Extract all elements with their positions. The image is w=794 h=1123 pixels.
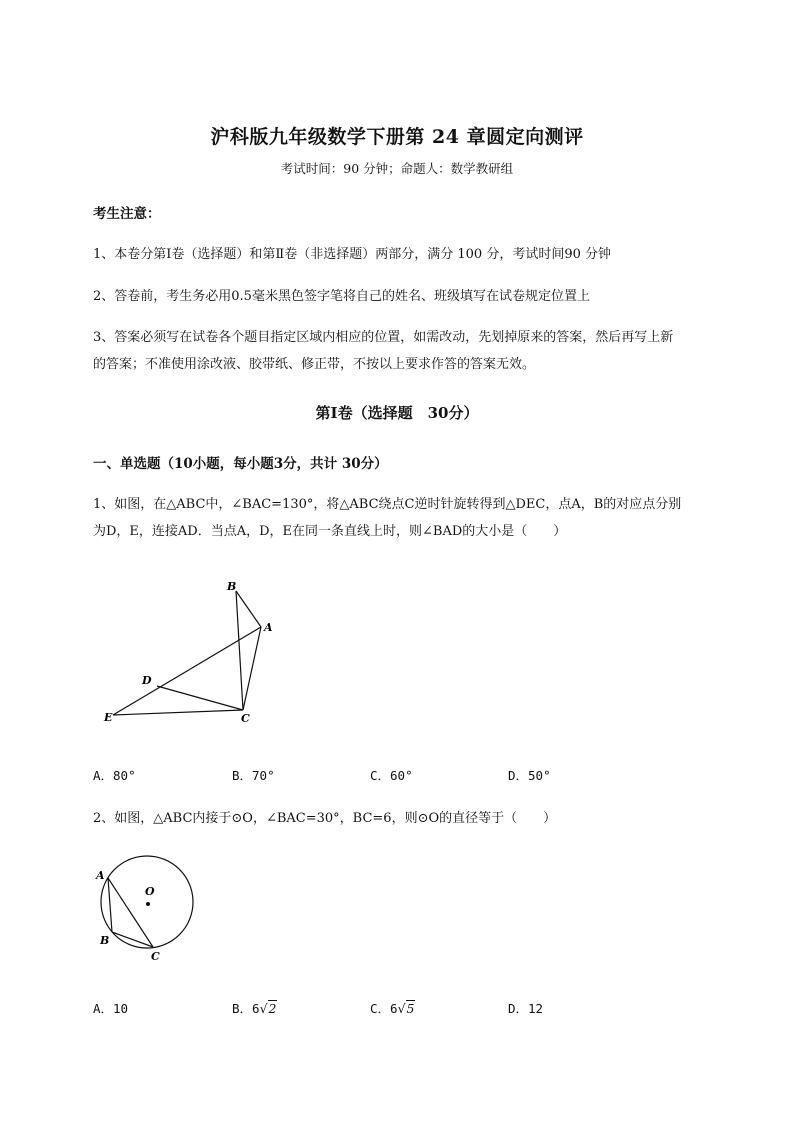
q1-label-e: E — [104, 711, 113, 724]
exam-info: 考试时间：90 分钟；命题人：数学教研组 — [280, 161, 514, 176]
q1-segment-ec — [113, 710, 243, 715]
q1-figure — [95, 570, 295, 730]
q2-option-b-text: B．6 — [232, 1001, 260, 1016]
sqrt-sign-icon: √ — [259, 1001, 268, 1016]
q2-text: 2、如图，△ABC内接于⊙O，∠BAC=30°，BC=6，则⊙O的直径等于（ ） — [93, 811, 557, 826]
note-3: 3、答案必须写在试卷各个题目指定区域内相应的位置，如需改动，先划掉原来的答案，然后再写上新 — [93, 330, 674, 345]
sqrt-sign-icon: √ — [397, 1001, 406, 1016]
q2-segment-ab — [108, 878, 112, 932]
q1-label-b: B — [227, 580, 237, 593]
note-2: 2、答卷前，考生务必用0.5毫米黑色签字笔将自己的姓名、班级填写在试卷规定位置上 — [93, 289, 590, 304]
q1-label-d: D — [142, 674, 152, 687]
q1-segment-ac — [243, 627, 261, 710]
q1-segment-ba — [236, 591, 261, 627]
q1-option-b[interactable]: B．70° — [232, 768, 275, 783]
note-3-continued: 的答案；不准使用涂改液、胶带纸、修正带，不按以上要求作答的答案无效。 — [93, 357, 536, 372]
q2-label-o: O — [145, 885, 155, 898]
q2-label-b: B — [100, 934, 110, 947]
q2-option-b-radicand: 2 — [268, 1001, 277, 1016]
q2-circle — [101, 856, 193, 948]
q1-text-line1: 1、如图，在△ABC中，∠BAC=130°，将△ABC绕点C逆时针旋转得到△DEC，点A，B的对应点分别 — [93, 497, 682, 512]
q2-option-a[interactable]: A．10 — [93, 1001, 129, 1016]
q2-option-c-text: C．6 — [370, 1001, 398, 1016]
q1-option-c[interactable]: C．60° — [370, 768, 413, 783]
q2-option-c-radicand: 5 — [406, 1001, 415, 1016]
q1-option-d[interactable]: D．50° — [508, 768, 551, 783]
q2-center-point — [146, 902, 150, 906]
part-heading: 一、单选题（10小题，每小题3分，共计 30分） — [93, 456, 388, 472]
q2-option-c[interactable] — [370, 999, 415, 1017]
q2-figure — [90, 852, 210, 967]
notes-heading: 考生注意： — [93, 206, 161, 222]
q1-label-c: C — [241, 712, 250, 725]
q1-segment-dc — [157, 686, 243, 710]
q1-label-a: A — [264, 621, 273, 634]
q1-option-a[interactable]: A．80° — [93, 768, 136, 783]
q2-segment-bc — [112, 932, 153, 947]
q2-option-d[interactable]: D．12 — [508, 1001, 544, 1016]
q1-text-line2: 为D，E，连接AD．当点A，D，E在同一条直线上时，则∠BAD的大小是（ ） — [93, 524, 567, 539]
q2-label-c: C — [151, 950, 160, 963]
q2-option-b[interactable] — [232, 999, 277, 1017]
q2-label-a: A — [96, 869, 105, 882]
page-title: 沪科版九年级数学下册第 24 章圆定向测评 — [210, 126, 584, 148]
note-1: 1、本卷分第Ⅰ卷（选择题）和第Ⅱ卷（非选择题）两部分，满分 100 分，考试时间90 分钟 — [93, 247, 611, 262]
section-title: 第Ⅰ卷（选择题 30分） — [315, 404, 479, 422]
q1-segment-bc — [236, 591, 243, 710]
